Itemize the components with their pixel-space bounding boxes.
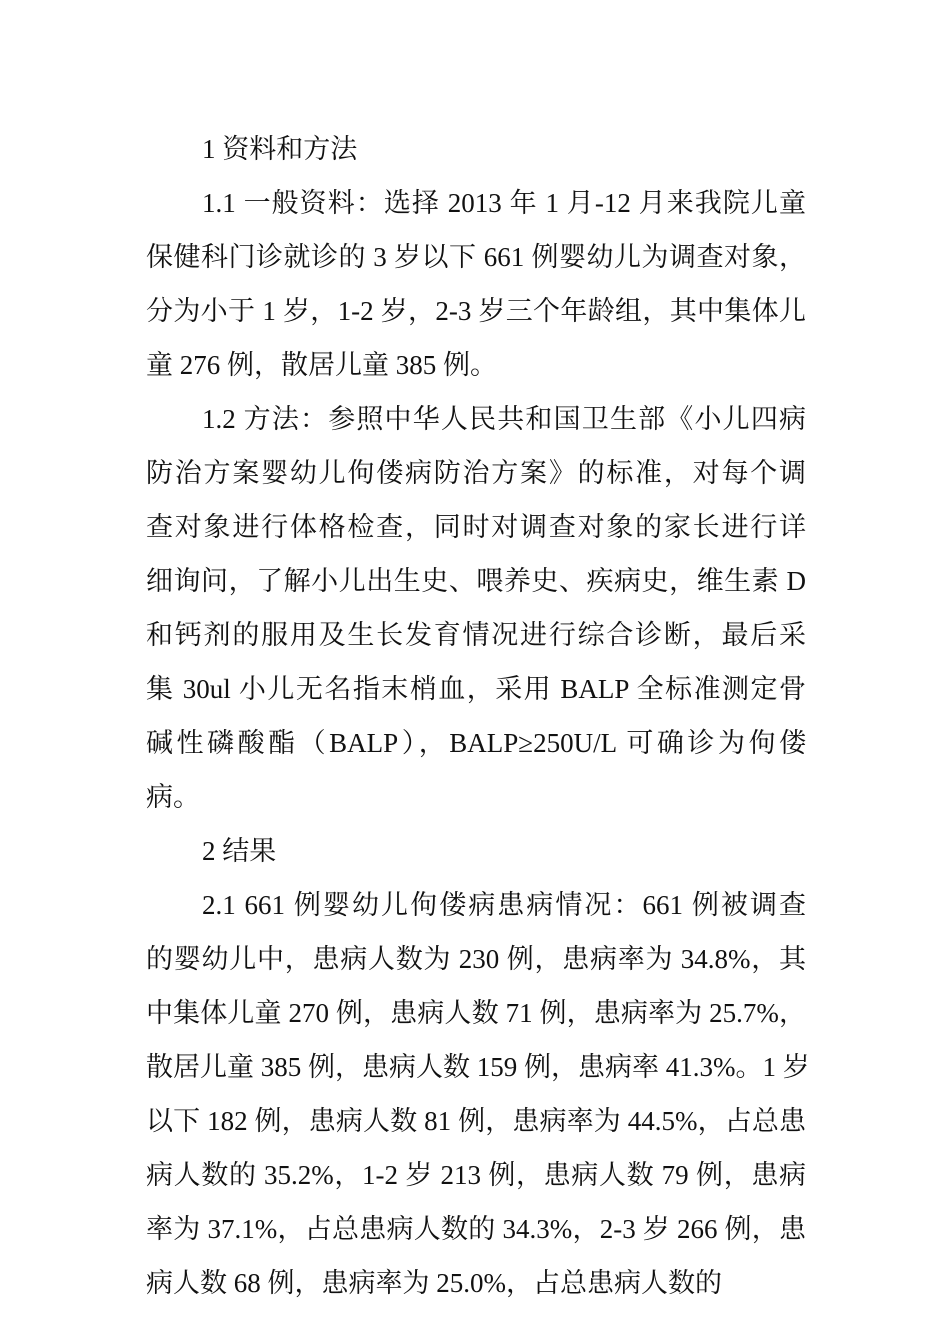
text-line: 的婴幼儿中，患病人数为 230 例，患病率为 34.8%，其 — [146, 944, 806, 974]
text-line: 病人数的 35.2%，1-2 岁 213 例，患病人数 79 例，患病 — [146, 1160, 806, 1190]
text-line: 查对象进行体格检查，同时对调查对象的家长进行详 — [146, 512, 806, 542]
text-line: 中集体儿童 270 例，患病人数 71 例，患病率为 25.7%， — [146, 998, 806, 1028]
text-line: 细询问，了解小儿出生史、喂养史、疾病史，维生素 D — [146, 566, 806, 596]
heading-materials-methods — [146, 122, 806, 176]
text-line: 分为小于 1 岁，1-2 岁，2-3 岁三个年龄组，其中集体儿 — [146, 296, 806, 326]
text-line: 保健科门诊就诊的 3 岁以下 661 例婴幼儿为调查对象， — [146, 242, 806, 272]
text-line: 病人数 68 例，患病率为 25.0%，占总患病人数的 — [146, 1268, 722, 1298]
paragraph-methods — [146, 392, 806, 824]
text-line: 童 276 例，散居儿童 385 例。 — [146, 350, 497, 380]
text-line: 防治方案婴幼儿佝偻病防治方案》的标准，对每个调 — [146, 458, 806, 488]
text-line: 病。 — [146, 782, 200, 812]
text-line: 以下 182 例，患病人数 81 例，患病率为 44.5%，占总患 — [146, 1106, 806, 1136]
text-line: 集 30ul 小儿无名指末梢血，采用 BALP 全标准测定骨 — [146, 674, 806, 704]
text-line: 1 资料和方法 — [202, 134, 358, 164]
text-line: 率为 37.1%，占总患病人数的 34.3%，2-3 岁 266 例，患 — [146, 1214, 806, 1244]
text-line: 1.2 方法：参照中华人民共和国卫生部《小儿四病 — [202, 404, 806, 434]
text-line: 散居儿童 385 例，患病人数 159 例，患病率 41.3%。1 岁 — [146, 1052, 810, 1082]
heading-results — [146, 824, 806, 878]
text-line: 碱性磷酸酯（BALP），BALP≥250U/L 可确诊为佝偻 — [146, 728, 806, 758]
paragraph-prevalence — [146, 878, 810, 1310]
text-line: 2 结果 — [202, 836, 277, 866]
text-line: 2.1 661 例婴幼儿佝偻病患病情况：661 例被调查 — [202, 890, 806, 920]
text-line: 1.1 一般资料：选择 2013 年 1 月-12 月来我院儿童 — [202, 188, 806, 218]
text-line: 和钙剂的服用及生长发育情况进行综合诊断，最后采 — [146, 620, 806, 650]
body-text — [146, 122, 810, 1310]
paragraph-general-data — [146, 176, 806, 392]
